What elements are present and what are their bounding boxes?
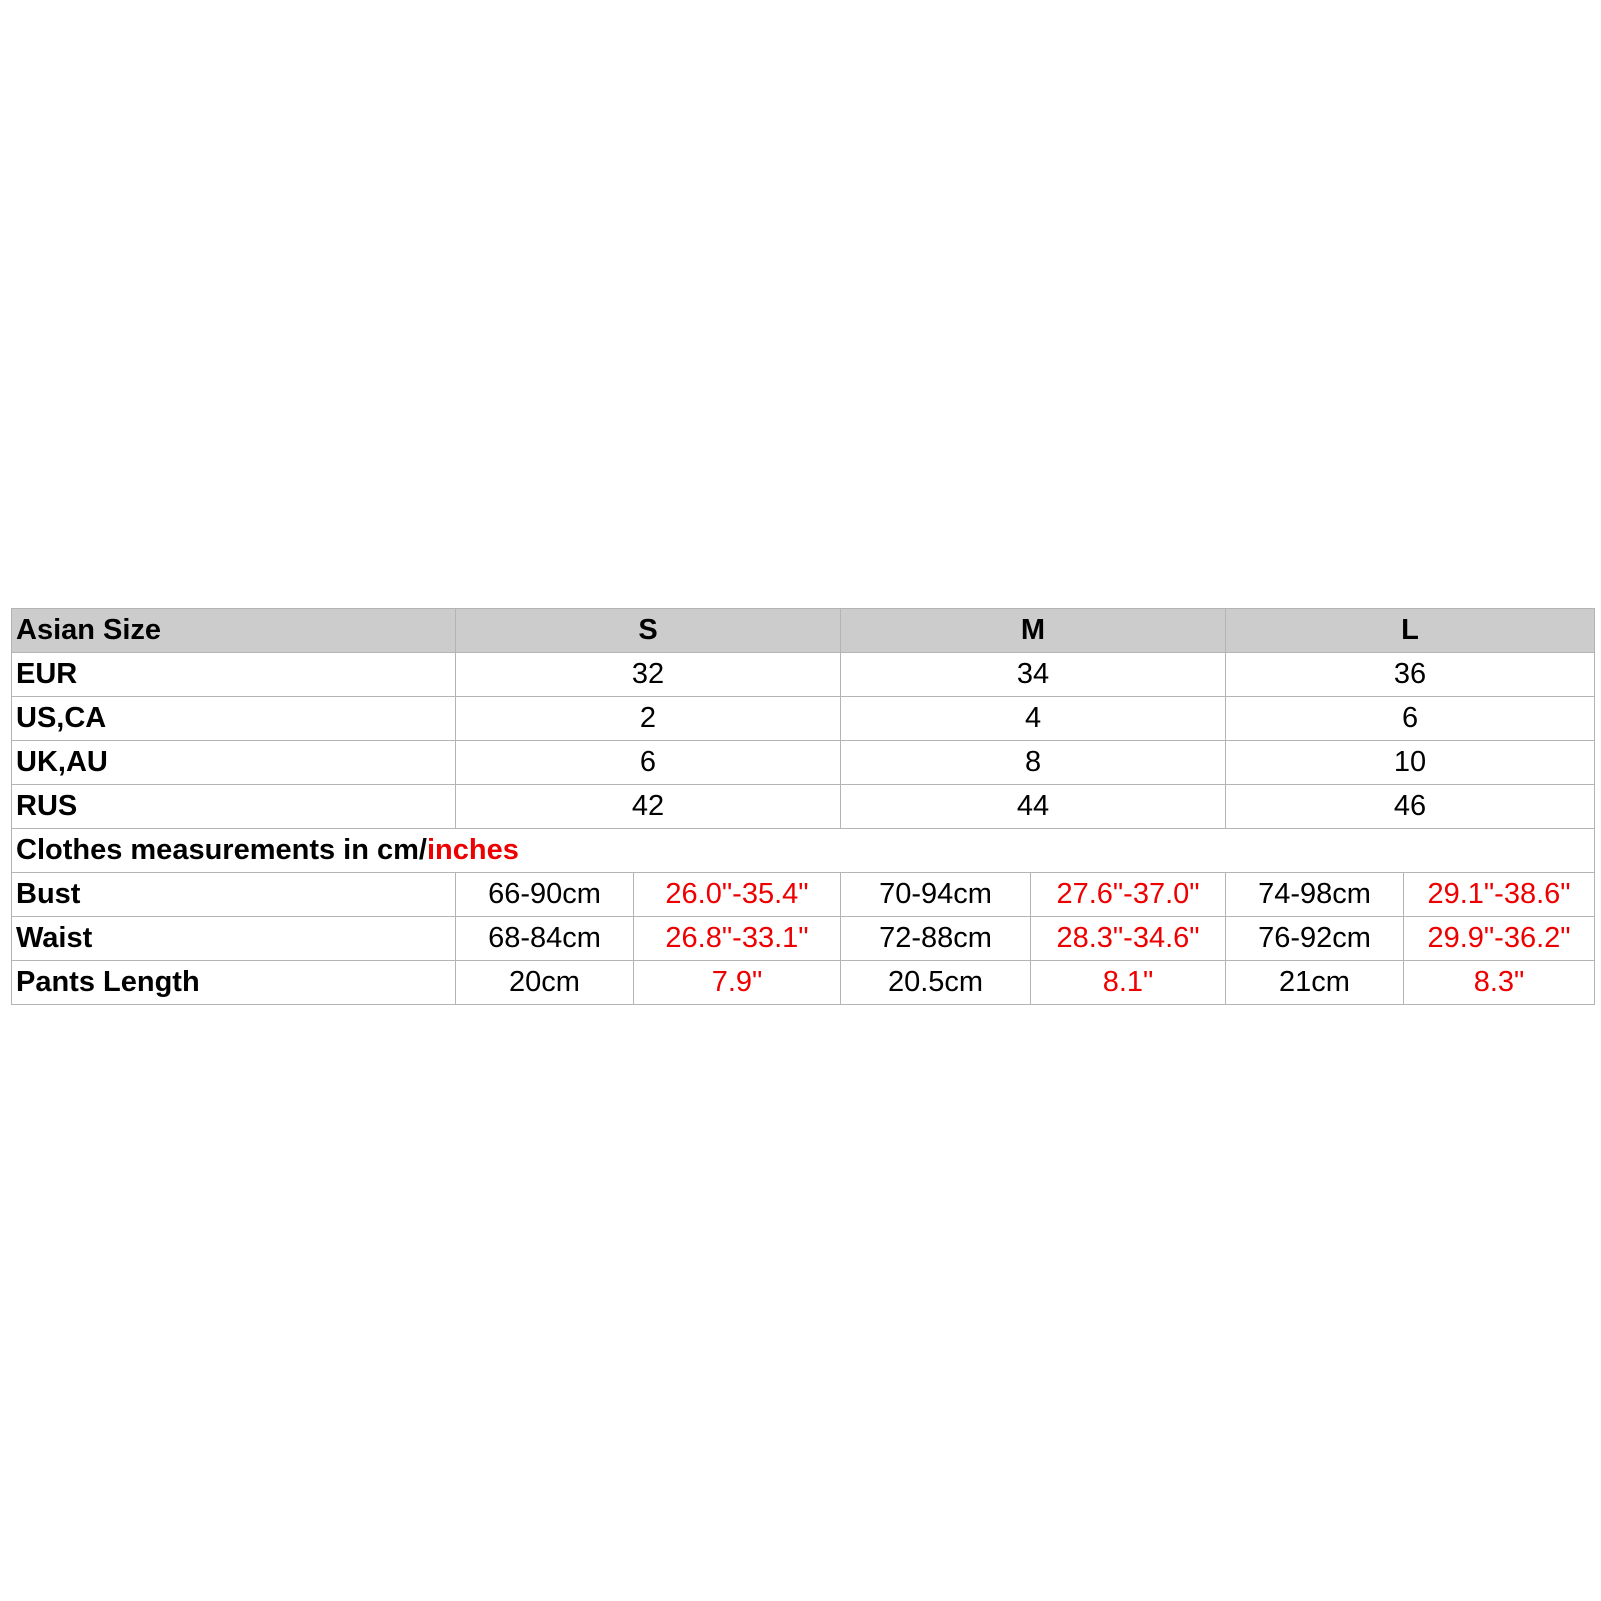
row-label: Waist — [12, 917, 456, 961]
measurements-heading-row — [12, 829, 1595, 873]
conversion-row-us-ca — [12, 697, 1595, 741]
cm-cell: 20cm — [456, 961, 634, 1005]
cm-cell: 74-98cm — [1226, 873, 1404, 917]
conversion-cell: 36 — [1226, 653, 1595, 697]
measurement-row-bust — [12, 873, 1595, 917]
size-header-l: L — [1226, 609, 1595, 653]
inch-cell: 29.9"-36.2" — [1404, 917, 1595, 961]
conversion-cell: 6 — [1226, 697, 1595, 741]
conversion-cell: 42 — [456, 785, 841, 829]
inch-cell: 29.1"-38.6" — [1404, 873, 1595, 917]
cm-cell: 70-94cm — [841, 873, 1031, 917]
row-label: UK,AU — [12, 741, 456, 785]
size-header-label: Asian Size — [12, 609, 456, 653]
conversion-cell: 46 — [1226, 785, 1595, 829]
inch-cell: 8.1" — [1031, 961, 1226, 1005]
size-header-m: M — [841, 609, 1226, 653]
conversion-row-rus — [12, 785, 1595, 829]
measurements-heading-highlight: inches — [426, 834, 519, 866]
conversion-row-eur — [12, 653, 1595, 697]
measurement-row-waist — [12, 917, 1595, 961]
measurements-heading-prefix: Clothes measurements in cm/ — [16, 834, 427, 866]
measurements-heading — [12, 829, 1595, 873]
inch-cell: 7.9" — [634, 961, 841, 1005]
measurement-row-pants-length — [12, 961, 1595, 1005]
conversion-cell: 8 — [841, 741, 1226, 785]
row-label: Pants Length — [12, 961, 456, 1005]
inch-cell: 28.3"-34.6" — [1031, 917, 1226, 961]
row-label: Bust — [12, 873, 456, 917]
row-label: EUR — [12, 653, 456, 697]
conversion-cell: 32 — [456, 653, 841, 697]
row-label: US,CA — [12, 697, 456, 741]
cm-cell: 20.5cm — [841, 961, 1031, 1005]
conversion-row-uk-au — [12, 741, 1595, 785]
conversion-cell: 2 — [456, 697, 841, 741]
cm-cell: 68-84cm — [456, 917, 634, 961]
conversion-cell: 10 — [1226, 741, 1595, 785]
inch-cell: 27.6"-37.0" — [1031, 873, 1226, 917]
cm-cell: 76-92cm — [1226, 917, 1404, 961]
conversion-cell: 34 — [841, 653, 1226, 697]
row-label: RUS — [12, 785, 456, 829]
size-chart-table — [11, 608, 1595, 1005]
cm-cell: 21cm — [1226, 961, 1404, 1005]
cm-cell: 72-88cm — [841, 917, 1031, 961]
inch-cell: 26.0"-35.4" — [634, 873, 841, 917]
conversion-cell: 6 — [456, 741, 841, 785]
inch-cell: 8.3" — [1404, 961, 1595, 1005]
conversion-cell: 44 — [841, 785, 1226, 829]
conversion-cell: 4 — [841, 697, 1226, 741]
size-header-s: S — [456, 609, 841, 653]
cm-cell: 66-90cm — [456, 873, 634, 917]
size-header-row — [12, 609, 1595, 653]
inch-cell: 26.8"-33.1" — [634, 917, 841, 961]
